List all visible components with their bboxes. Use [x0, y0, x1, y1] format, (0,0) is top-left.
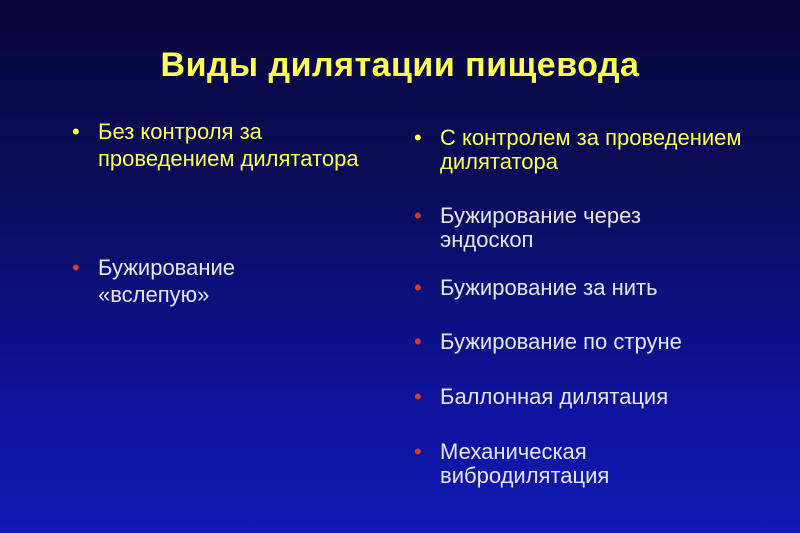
bullet-item-left-1 [72, 118, 368, 172]
bullet-marker: • [414, 384, 422, 409]
bullet-text: Баллонная дилятация [440, 384, 669, 409]
bullet-text: Без контроля за проведением дилятатора [98, 119, 359, 171]
bullet-marker: • [414, 125, 422, 150]
bullet-item-right-5 [414, 385, 790, 409]
bullet-marker: • [414, 203, 422, 228]
bullet-marker: • [72, 119, 80, 144]
slide-title: Виды дилятации пищевода [160, 46, 640, 84]
bullet-text: Бужирование за нить [440, 275, 658, 300]
bullet-item-right-1 [414, 126, 790, 174]
bullet-text: С контролем за проведением дилятатора [440, 125, 742, 174]
bullet-marker: • [414, 439, 422, 464]
bullet-text: Бужирование по струне [440, 329, 682, 354]
bullet-item-right-3 [414, 276, 790, 300]
bullet-item-right-2 [414, 204, 740, 252]
bullet-text: Бужирование «вслепую» [98, 255, 236, 307]
bullet-item-left-2 [72, 254, 318, 308]
bullet-text: Бужирование через эндоскоп [440, 203, 641, 252]
bullet-marker: • [414, 329, 422, 354]
bullet-marker: • [72, 255, 80, 280]
bullet-item-right-6 [414, 440, 700, 488]
bullet-text: Механическая вибродилятация [440, 439, 610, 488]
bullet-item-right-4 [414, 330, 790, 354]
bullet-marker: • [414, 275, 422, 300]
